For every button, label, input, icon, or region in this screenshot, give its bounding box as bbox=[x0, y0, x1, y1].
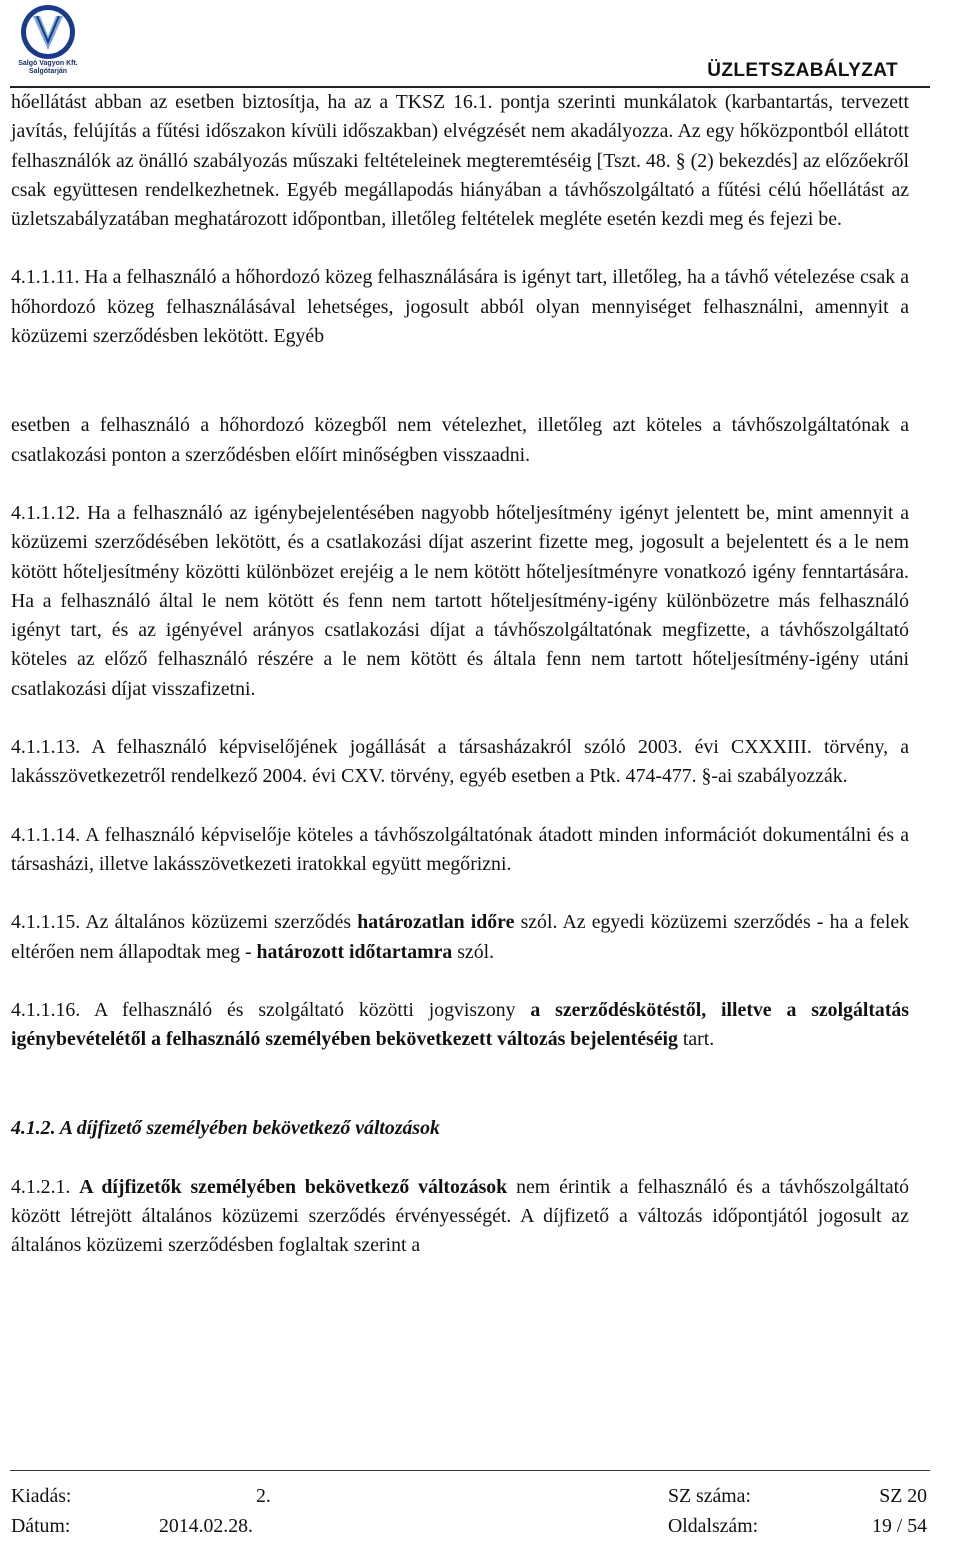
document-title: ÜZLETSZABÁLYZAT bbox=[707, 60, 898, 81]
page-body bbox=[11, 88, 909, 1261]
bold-text: a szerződéskötéstől, illetve a szolgáltatás igénybevételétől a felhasználó személyében bekövetkezett változás bejelentéséig bbox=[11, 998, 909, 1051]
paragraph-text: 4.1.2.1. bbox=[11, 1175, 80, 1198]
footer-kiadas-label: Kiadás: bbox=[11, 1485, 72, 1507]
footer-page-label: Oldalszám: bbox=[668, 1515, 759, 1537]
paragraph-4-1-1-11-continued: esetben a felhasználó a hőhordozó közegből nem vételezhet, illetőleg azt köteles a távhőszolgáltatónak a csatlakozási ponton a szerződésben előírt minőségben visszaadni. bbox=[11, 414, 909, 466]
paragraph-text: szól. bbox=[452, 940, 495, 963]
footer-divider bbox=[10, 1470, 930, 1471]
paragraph-4-1-1-15 bbox=[11, 908, 909, 967]
paragraph-text: 4.1.1.16. A felhasználó és szolgáltató közötti jogviszony bbox=[11, 998, 531, 1021]
paragraph-4-1-1-11: 4.1.1.11. Ha a felhasználó a hőhordozó közeg felhasználására is igényt tart, illetőleg, ha a távhő vételezése csak a hőhordozó közeg felhasználásával lehetséges, jogosult abból olyan mennyiséget felhasználni, amennyit a közüzemi szerződésben lekötött. Egyéb bbox=[11, 266, 909, 348]
logo-shield-icon bbox=[13, 2, 83, 62]
section-heading-4-1-2: 4.1.2. A díjfizető személyében bekövetkező változások bbox=[11, 1117, 440, 1140]
company-logo bbox=[13, 2, 83, 84]
bold-text: határozatlan időre bbox=[357, 911, 515, 934]
paragraph-continuation: hőellátást abban az esetben biztosítja, ha az a TKSZ 16.1. pontja szerinti munkálatok (karbantartás, tervezett javítás, felújítás a fűtési időszakon kívüli időszakban) elvégzését nem akadályozza. Az egy hőközpontból ellátott felhasználók az önálló szabályozás műszaki feltételeinek megteremtéséig [Tszt. 48. § (2) bekezdés] az előzőekről csak együttesen rendelkezhetnek. Egyéb megállapodás hiányában a távhőszolgáltató a fűtési célú hőellátást az üzletszabályzatában meghatározott időpontban, illetőleg feltételek megléte esetén kezdi meg és fejezi be. bbox=[11, 91, 909, 231]
paragraph-text: 4.1.1.15. Az általános közüzemi szerződés bbox=[11, 911, 358, 934]
footer-sz-value: SZ 20 bbox=[879, 1485, 927, 1507]
paragraph-4-1-2-1 bbox=[11, 1173, 909, 1261]
footer-kiadas-value: 2. bbox=[256, 1485, 271, 1507]
footer-sz-label: SZ száma: bbox=[668, 1485, 751, 1507]
paragraph-4-1-1-14: 4.1.1.14. A felhasználó képviselője köteles a távhőszolgáltatónak átadott minden információt dokumentálni és a társasházi, illetve lakásszövetkezeti iratokkal együtt megőrizni. bbox=[11, 823, 909, 875]
logo-city: Salgótarján bbox=[28, 68, 68, 75]
paragraph-4-1-1-13: 4.1.1.13. A felhasználó képviselőjének jogállását a társasházakról szóló 2003. évi CXXXIII. törvény, a lakásszövetkezetről rendelkező 2004. évi CXV. törvény, egyéb esetben a Ptk. 474-477. §-ai szabályozzák. bbox=[11, 736, 909, 788]
footer-datum-value: 2014.02.28. bbox=[159, 1515, 253, 1537]
paragraph-text: szól. Az egyedi közüzemi szerződés - ha a felek eltérően nem állapodtak meg - bbox=[11, 911, 909, 963]
footer-datum-label: Dátum: bbox=[11, 1515, 71, 1537]
bold-text: határozott időtartamra bbox=[256, 940, 453, 963]
bold-text: A díjfizetők személyében bekövetkező változások bbox=[79, 1175, 508, 1198]
paragraph-4-1-1-12: 4.1.1.12. Ha a felhasználó az igénybejelentésében nagyobb hőteljesítmény igényt jelentett be, mint amennyit a közüzemi szerződésében lekötött, és a csatlakozási díjat aszerint fizette meg, jogosult a bejelentett és a le nem kötött hőteljesítmény közötti különbözet erejéig a le nem kötött hőteljesítményre vonatkozó igény fenntartására. Ha a felhasználó által le nem kötött és fenn nem tartott hőteljesítmény-igény különbözetre más felhasználó igényt tart, és az igényével arányos csatlakozási díjat a távhőszolgáltatónak megfizette, a távhőszolgáltató köteles az előző felhasználó részére a le nem kötött és általa fenn nem tartott hőteljesítmény-igény utáni csatlakozási díjat visszafizetni. bbox=[11, 501, 909, 700]
paragraph-text: tart. bbox=[677, 1028, 715, 1051]
paragraph-4-1-1-16 bbox=[11, 996, 909, 1055]
logo-company-name: Salgó Vagyon Kft. bbox=[18, 60, 78, 67]
paragraph-text: nem érintik a felhasználó és a távhőszolgáltató között létrejött általános közüzemi szerződés érvényességét. A díjfizető a változás időpontjától jogosult az általános közüzemi szerződésben foglaltak szerint a bbox=[11, 1175, 910, 1257]
footer-page-value: 19 / 54 bbox=[872, 1515, 927, 1537]
